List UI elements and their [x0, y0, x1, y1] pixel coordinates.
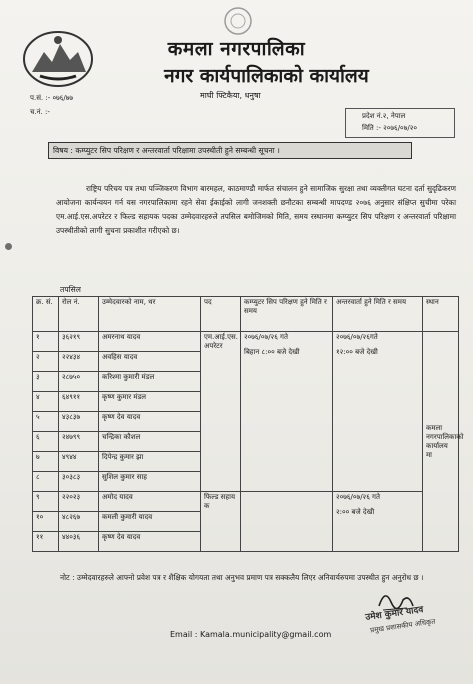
test-date: २०७६/०७/२६ गते — [244, 333, 288, 341]
post-mis: एम.आई.एस. अपरेटर — [204, 333, 238, 350]
interview-date-1: २०७६/०७/२६गते — [336, 333, 378, 341]
cell-name: दिपेन्द्र कुमार झा — [99, 452, 201, 472]
cell-roll: ४४०३६ — [59, 532, 99, 552]
header-test-date: कम्प्युटर सिप परिक्षण हुने मिति र समय — [241, 297, 333, 332]
cell-roll: ४८२६७ — [59, 512, 99, 532]
cell-roll: ३६२१९ — [59, 332, 99, 352]
cell-sn: ८ — [33, 472, 59, 492]
office-name: नगर कार्यपालिकाको कार्यालय — [164, 65, 369, 87]
body-paragraph: राष्ट्रिय परिचय पत्र तथा पञ्जिकरण विभाग बारमहल, काठमाण्डौ मार्फत संचालन हुने सामाजिक सुरक्षा तथा व्यक्तीगत घटना दर्ता सुदृढिकरण आयोजना कार्यन्वयन गर्न यस नगरपालिकामा रहने सेवा ईकाईको लागी जनशक्ती छनौटका सम्बन्धी मापदण्ड २०७६ अनुसार संक्षिप्त सुचीमा परेका एम.आई.एस.अपरेटर र फिल्ड सहायक पदका उम्मेदवारहरुले तपसिल बमोजिमको मिति, समय रस्थानमा कम्प्युटर सिप परिक्षण र अन्तरवार्ता परिक्षामा उपस्थीतीको लागी सुचना प्रकाशीत गरीएको छ। — [56, 184, 456, 235]
cell-sn: ३ — [33, 372, 59, 392]
cell-sn: ११ — [33, 532, 59, 552]
interview-date-2: २०७६/०७/२६ गते — [336, 493, 380, 501]
cell-sn: ४ — [33, 392, 59, 412]
cell-name: करिश्मा कुमारी मंडल — [99, 372, 201, 392]
location-text: कमला नगरपालिकाको कार्यालय मा — [426, 423, 464, 459]
cell-name: चन्द्रिका कौशल — [99, 432, 201, 452]
header-interview-date: अन्तरवार्ता हुने मिति र समय — [333, 297, 423, 332]
header-name: उम्मेदवारको नाम, थर — [99, 297, 201, 332]
cell-post-field — [201, 492, 241, 552]
interview-time-2: २:०० बजे देखी — [336, 508, 375, 516]
dispatch-number: च.नं. :- — [30, 108, 50, 116]
cell-sn: १ — [33, 332, 59, 352]
cell-location — [423, 332, 464, 552]
header-location: स्थान — [423, 297, 459, 332]
punch-hole — [5, 243, 12, 250]
schedule-label: तपसिल — [60, 285, 81, 294]
cell-name: अमरनाथ यादव — [99, 332, 201, 352]
org-name: कमला नगरपालिका — [167, 38, 306, 60]
subject-line: विषय : कम्प्युटर सिप परिक्षण र अन्तरवार्ता परिक्षामा उपस्थीती हुने सम्बन्धी सूचना । — [48, 142, 412, 159]
cell-name: कृष्ण देव यादव — [99, 412, 201, 432]
header-sn: क्र. सं. — [33, 297, 59, 332]
cell-sn: ७ — [33, 452, 59, 472]
schedule-table — [32, 296, 464, 552]
address: माघी फ्टिकैया, धनुषा — [200, 91, 261, 100]
test-time: बिहान ८:०० बजे देखी — [244, 348, 300, 356]
cell-post-mis — [201, 332, 241, 492]
cell-interview-schedule-1 — [333, 332, 423, 492]
cell-name: कृष्ण कुमार मंडल — [99, 392, 201, 412]
cell-roll: २४७९९ — [59, 432, 99, 452]
cell-interview-schedule-2 — [333, 492, 423, 552]
watermark-seal-icon — [219, 6, 257, 36]
cell-name: कमली कुमारी यादव — [99, 512, 201, 532]
cell-roll: २२०२३ — [59, 492, 99, 512]
interview-time-1: १२:०० बजे देखी — [336, 348, 378, 356]
letter-date: मिति :- २०७६/०७/२० — [362, 124, 417, 132]
cell-name: अमोद यादव — [99, 492, 201, 512]
email-address: Email : Kamala.municipality@gmail.com — [170, 630, 332, 639]
cell-roll: ४९४४ — [59, 452, 99, 472]
cell-sn: ५ — [33, 412, 59, 432]
cell-name: अवहिस यादव — [99, 352, 201, 372]
header-post: पद — [201, 297, 241, 332]
cell-sn: १० — [33, 512, 59, 532]
cell-test-schedule — [241, 332, 333, 492]
cell-name: सुशिल कुमार साह — [99, 472, 201, 492]
table-row — [33, 332, 459, 352]
signer-name: उमेश कुमार यादव — [364, 604, 424, 623]
cell-roll: २८७५० — [59, 372, 99, 392]
note-text: नोट : उम्मेदवारहरुले आफ्नो प्रवेश पत्र र शैक्षिक योगयता तथा अनुभव प्रमाण पत्र सक्कलैय लिएर अनिवार्यरुपमा उपस्थीत हुन अनुरोध छ । — [60, 573, 424, 582]
province: प्रदेश नं.२, नेपाल — [362, 112, 406, 120]
reference-number: प.सं. :- ०७६/७७ — [30, 94, 74, 102]
cell-sn: ६ — [33, 432, 59, 452]
signer-title: प्रमुख प्रशासकीय अधिकृत — [369, 617, 436, 635]
cell-roll: ४३८३७ — [59, 412, 99, 432]
cell-sn: २ — [33, 352, 59, 372]
cell-sn: ९ — [33, 492, 59, 512]
cell-name: कृष्ण देव यादव — [99, 532, 201, 552]
header-roll: रोल नं. — [59, 297, 99, 332]
cell-test-schedule-2 — [241, 492, 333, 552]
table-row — [33, 492, 459, 512]
table-header-row — [33, 297, 459, 332]
cell-roll: ३०३८३ — [59, 472, 99, 492]
post-field-assistant: फिल्ड सहाय क — [204, 493, 236, 510]
cell-roll: २२४३४ — [59, 352, 99, 372]
cell-roll: ६४९११ — [59, 392, 99, 412]
